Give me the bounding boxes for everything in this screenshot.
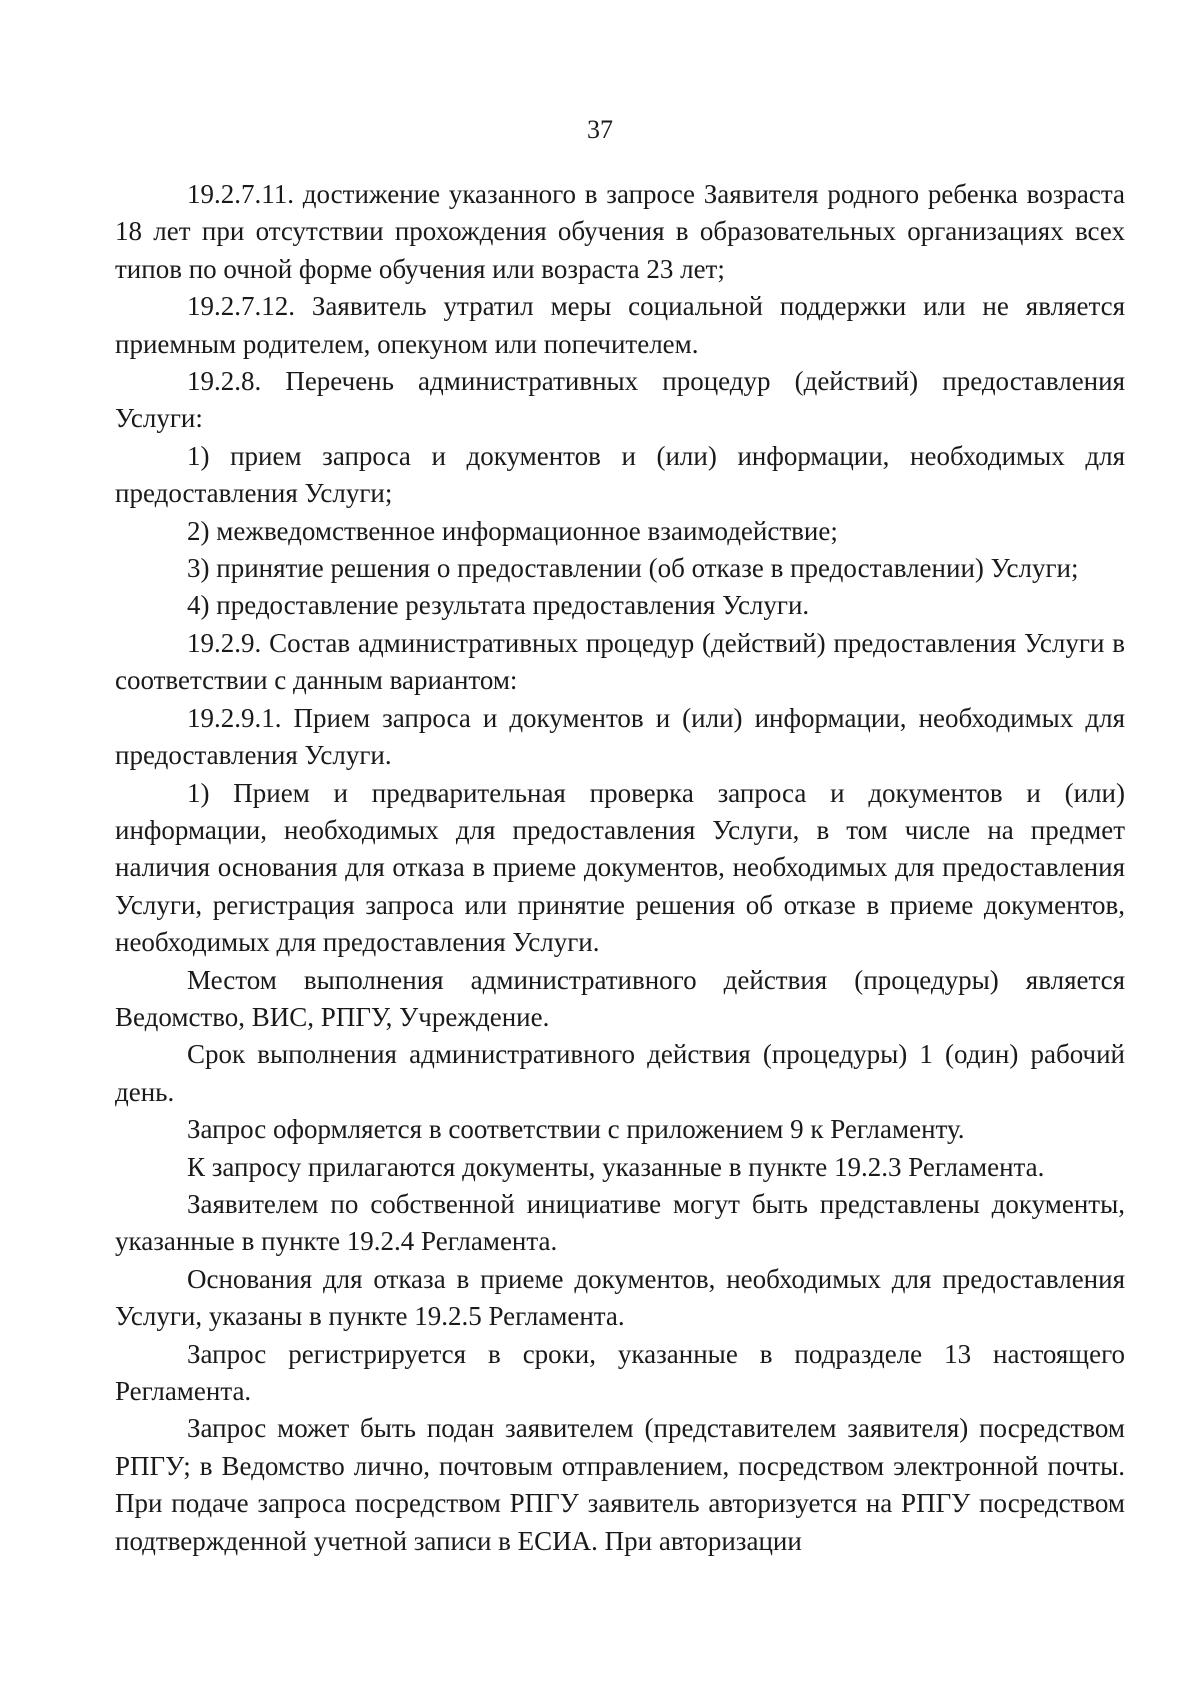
- list-item: 1) Прием и предварительная проверка запроса и документов и (или) информации, необходимых для предоставления Услуги, в том числе на предмет наличия основания для отказа в приеме документов, необходимых для предоставления Услуги, регистрация запроса или принятие решения об отказе в приеме документов, необходимых для предоставления Услуги.: [115, 777, 1125, 958]
- paragraph: 19.2.8. Перечень административных процедур (действий) предоставления Услуги:: [115, 366, 1125, 434]
- document-body: [115, 176, 1125, 1560]
- paragraph: Основания для отказа в приеме документов, необходимых для предоставления Услуги, указаны в пункте 19.2.5 Регламента.: [115, 1263, 1125, 1332]
- paragraph: Запрос может быть подан заявителем (представителем заявителя) посредством РПГУ; в Ведомство лично, почтовым отправлением, посредством электронной почты. При подаче запроса посредством РПГУ заявитель авторизуется на РПГУ посредством подтвержденной учетной записи в ЕСИА. При авторизации: [115, 1413, 1125, 1556]
- paragraph: 19.2.7.12. Заявитель утратил меры социальной поддержки или не является приемным родителем, опекуном или попечителем.: [115, 291, 1125, 359]
- list-item: 4) предоставление результата предоставления Услуги.: [187, 590, 810, 621]
- paragraph: Запрос оформляется в соответствии с приложением 9 к Регламенту.: [187, 1114, 965, 1145]
- paragraph: К запросу прилагаются документы, указанные в пункте 19.2.3 Регламента.: [187, 1151, 1045, 1182]
- paragraph: Заявителем по собственной инициативе могут быть представлены документы, указанные в пункте 19.2.4 Регламента.: [115, 1188, 1125, 1257]
- list-item: 1) прием запроса и документов и (или) информации, необходимых для предоставления Услуги;: [115, 440, 1125, 509]
- list-item: 2) межведомственное информационное взаимодействие;: [187, 515, 838, 546]
- list-item: 3) принятие решения о предоставлении (об отказе в предоставлении) Услуги;: [187, 553, 1079, 584]
- paragraph: 19.2.9.1. Прием запроса и документов и (или) информации, необходимых для предоставления Услуги.: [115, 702, 1125, 771]
- paragraph: Местом выполнения административного действия (процедуры) является Ведомство, ВИС, РПГУ, Учреждение.: [115, 964, 1125, 1032]
- page-number: 37: [587, 115, 613, 144]
- paragraph: 19.2.9. Состав административных процедур (действий) предоставления Услуги в соответствии с данным вариантом:: [115, 627, 1125, 696]
- paragraph: Запрос регистрируется в сроки, указанные в подразделе 13 настоящего Регламента.: [115, 1338, 1125, 1406]
- paragraph: Срок выполнения административного действия (процедуры) 1 (один) рабочий день.: [115, 1039, 1125, 1107]
- paragraph: 19.2.7.11. достижение указанного в запросе Заявителя родного ребенка возраста 18 лет при отсутствии прохождения обучения в образовательных организациях всех типов по очной форме обучения или возраста 23 лет;: [115, 179, 1125, 284]
